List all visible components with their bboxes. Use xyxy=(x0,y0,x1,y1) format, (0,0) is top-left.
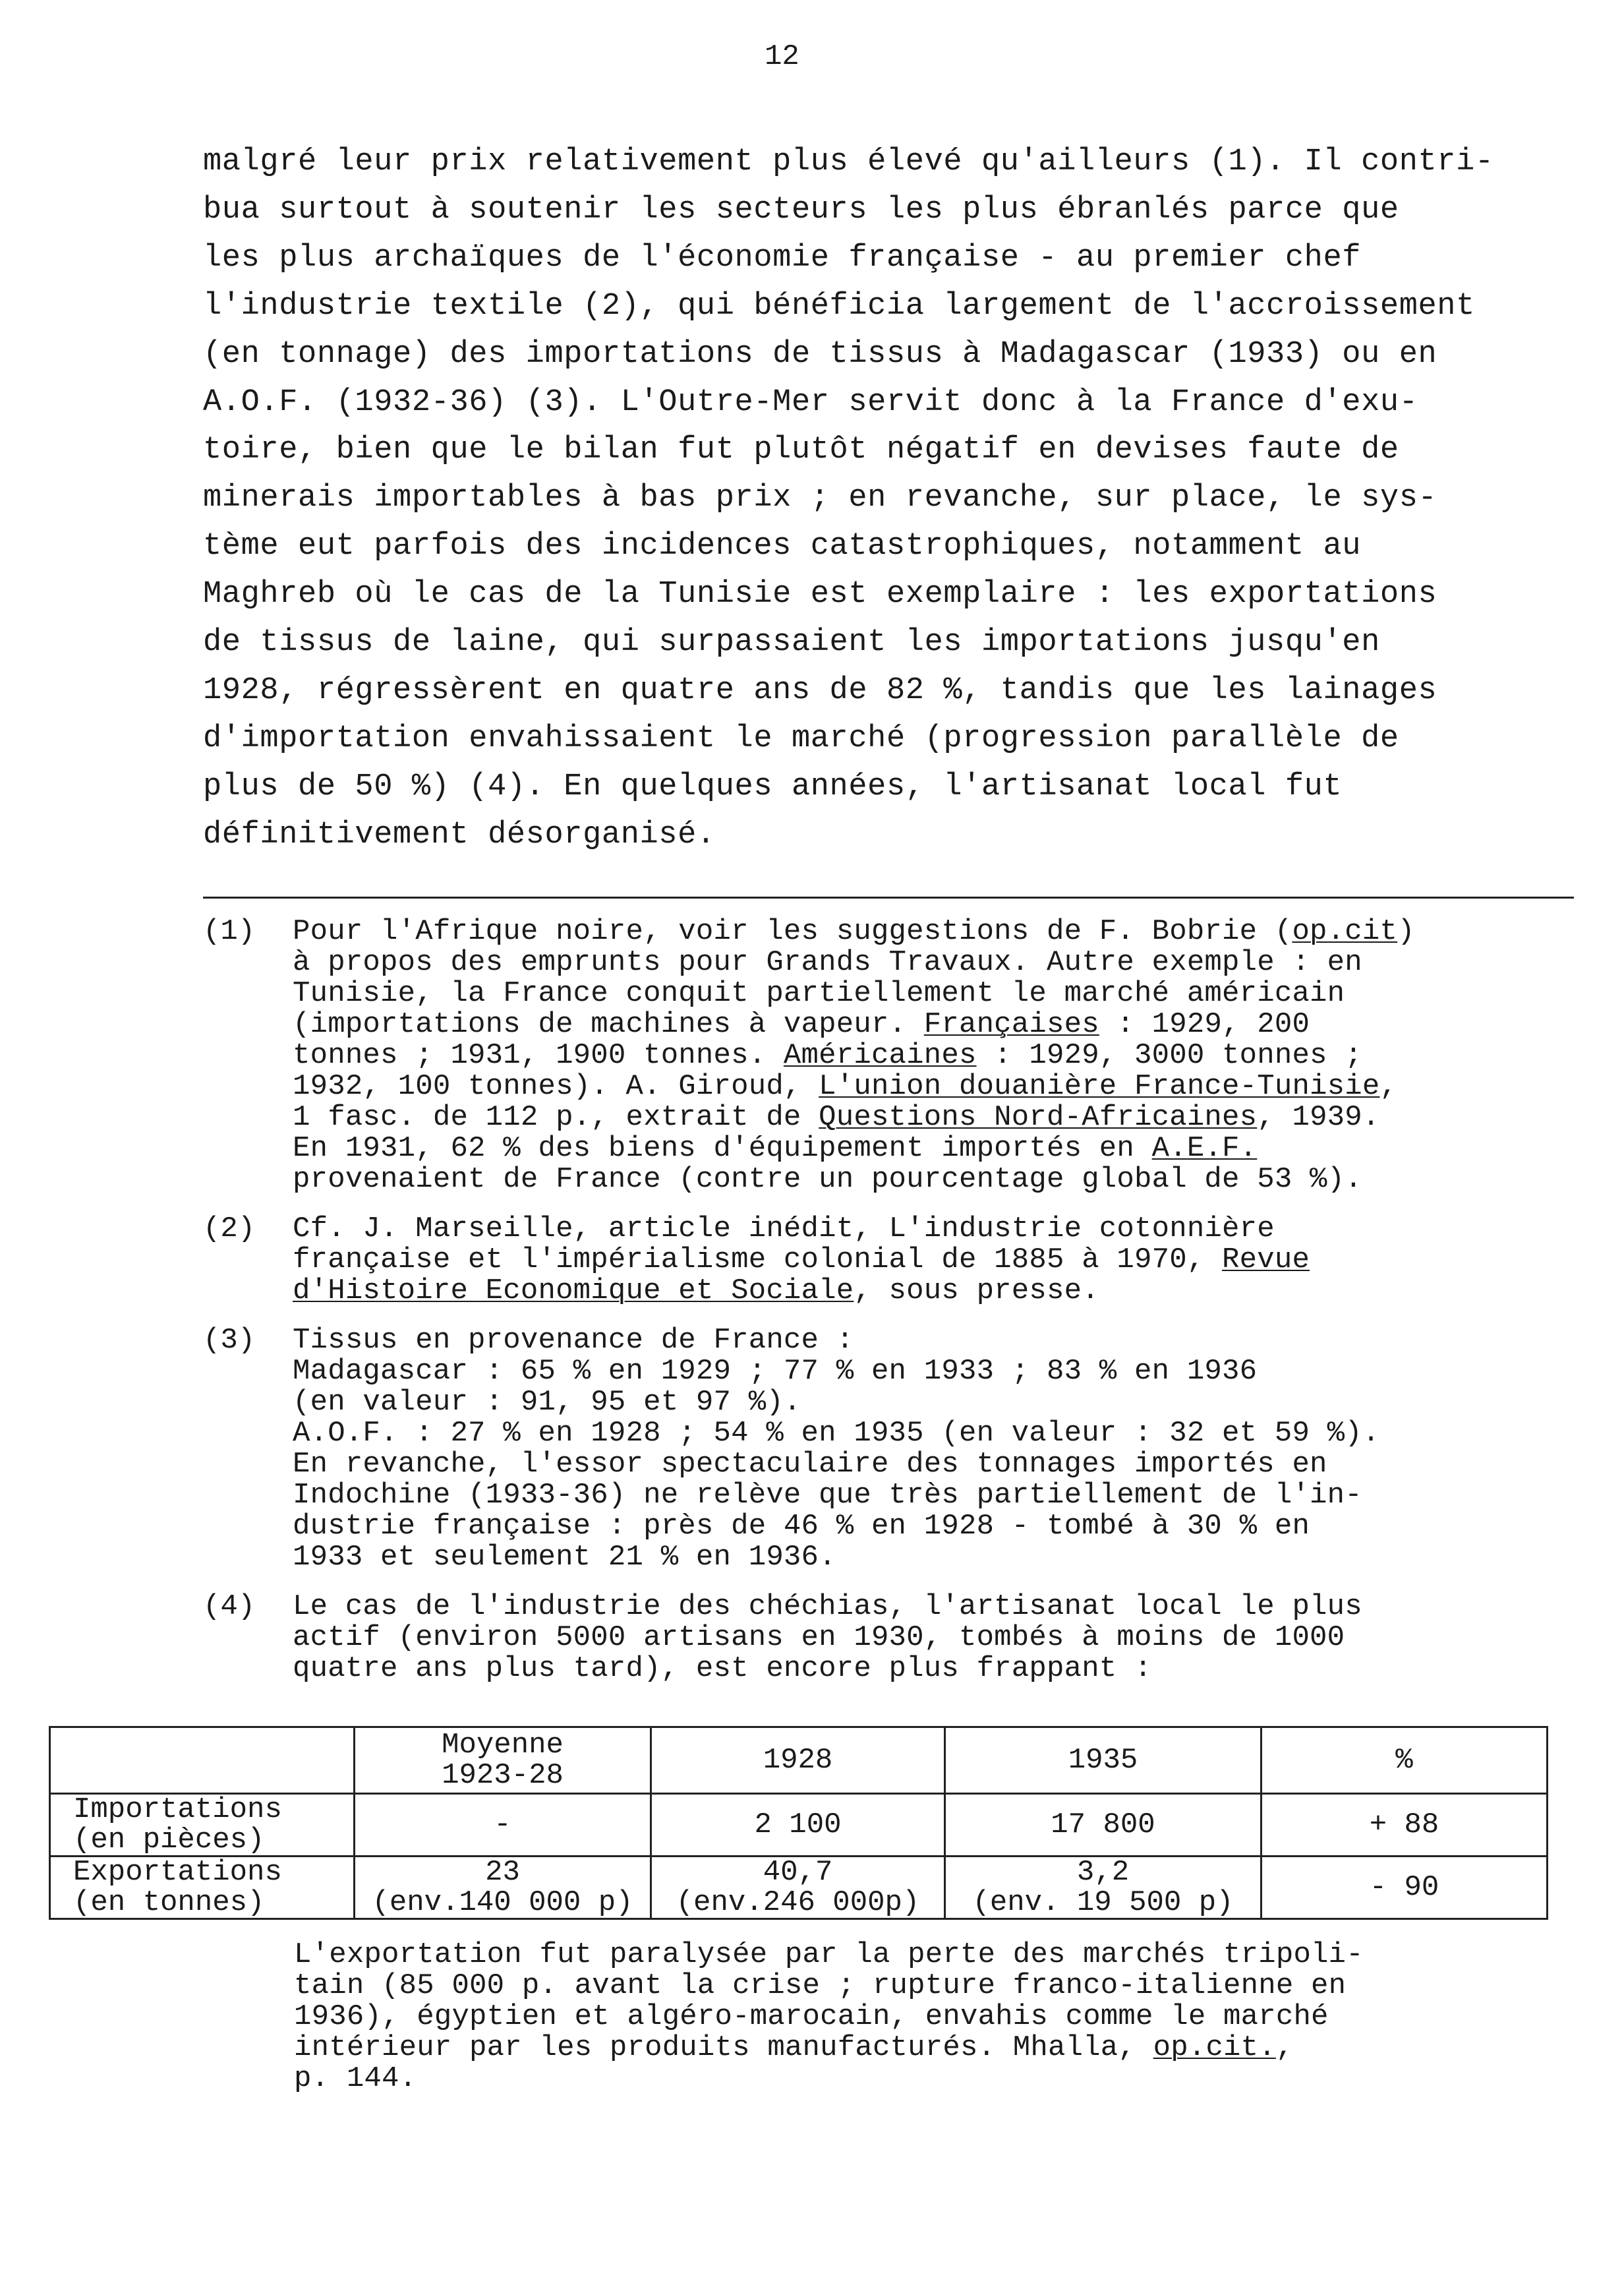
footnote-line: Madagascar : 65 % en 1929 ; 77 % en 1933 ; 83 % en 1936 xyxy=(293,1355,1258,1388)
footnote-line: Tissus en provenance de France : xyxy=(293,1324,854,1357)
note-line: p. 144. xyxy=(294,2062,417,2095)
table-cell: 23 (env.140 000 p) xyxy=(355,1857,651,1919)
note-line: intérieur par les produits manufacturés. Mhalla, op.cit., xyxy=(294,2031,1294,2064)
table-row-label: Exportations (en tonnes) xyxy=(50,1857,355,1919)
table-corner-cell xyxy=(50,1727,355,1794)
footnote-line: 1 fasc. de 112 p., extrait de Questions Nord-Africaines, 1939. xyxy=(293,1101,1380,1134)
footnote-2 xyxy=(203,1214,1587,1307)
footnote-line: dustrie française : près de 46 % en 1928 - tombé à 30 % en xyxy=(293,1510,1310,1543)
footnote-marker: (3) xyxy=(203,1324,256,1357)
table-row-label: Importations (en pièces) xyxy=(50,1794,355,1857)
table-cell: 17 800 xyxy=(945,1794,1262,1857)
body-line: plus de 50 %) (4). En quelques années, l'artisanat local fut xyxy=(203,769,1343,804)
footnote-line: d'Histoire Economique et Sociale, sous presse. xyxy=(293,1274,1099,1307)
footnote-line: A.O.F. : 27 % en 1928 ; 54 % en 1935 (en valeur : 32 et 59 %). xyxy=(293,1417,1380,1450)
body-line: bua surtout à soutenir les secteurs les plus ébranlés parce que xyxy=(203,192,1399,227)
footnote-marker: (1) xyxy=(203,915,256,948)
body-line: minerais importables à bas prix ; en revanche, sur place, le sys- xyxy=(203,481,1437,516)
body-line: l'industrie textile (2), qui bénéficia largement de l'accroissement xyxy=(203,288,1475,324)
footnote-line: (importations de machines à vapeur. Françaises : 1929, 200 xyxy=(293,1008,1310,1041)
table-cell: - xyxy=(355,1794,651,1857)
body-line: toire, bien que le bilan fut plutôt négatif en devises faute de xyxy=(203,432,1399,468)
body-line: 1928, régressèrent en quatre ans de 82 %, tandis que les lainages xyxy=(203,672,1437,708)
footnote-line: Cf. J. Marseille, article inédit, L'industrie cotonnière xyxy=(293,1212,1275,1245)
chechias-table xyxy=(49,1726,1548,1920)
footnote-line: française et l'impérialisme colonial de 1885 à 1970, Revue xyxy=(293,1243,1310,1276)
footnote-line: tonnes ; 1931, 1900 tonnes. Américaines : 1929, 3000 tonnes ; xyxy=(293,1039,1362,1072)
footnote-line: provenaient de France (contre un pourcentage global de 53 %). xyxy=(293,1163,1362,1196)
table-cell: + 88 xyxy=(1262,1794,1548,1857)
table-cell: 40,7 (env.246 000p) xyxy=(651,1857,945,1919)
table-header-cell: Moyenne 1923-28 xyxy=(355,1727,651,1794)
footnote-line: Tunisie, la France conquit partiellement le marché américain xyxy=(293,977,1345,1010)
table-cell: 3,2 (env. 19 500 p) xyxy=(945,1857,1262,1919)
footnote-line: En 1931, 62 % des biens d'équipement importés en A.E.F. xyxy=(293,1132,1258,1165)
citation: op.cit. xyxy=(1153,2031,1276,2064)
citation: op.cit xyxy=(1292,915,1398,948)
table-header-cell: 1928 xyxy=(651,1727,945,1794)
footnote-line: Le cas de l'industrie des chéchias, l'artisanat local le plus xyxy=(293,1590,1362,1623)
table-row xyxy=(50,1794,1548,1857)
note-line: L'exportation fut paralysée par la perte des marchés tripoli- xyxy=(294,1938,1364,1971)
page-number: 12 xyxy=(765,40,799,73)
table-header-cell: % xyxy=(1262,1727,1548,1794)
table-header-row xyxy=(50,1727,1548,1794)
footnote-line: actif (environ 5000 artisans en 1930, tombés à moins de 1000 xyxy=(293,1621,1345,1654)
footnote-marker: (4) xyxy=(203,1590,256,1623)
footnote-line: Indochine (1933-36) ne relève que très partiellement de l'in- xyxy=(293,1479,1362,1512)
footnote-3 xyxy=(203,1325,1587,1573)
footnote-line: (en valeur : 91, 95 et 97 %). xyxy=(293,1386,801,1419)
citation: Questions Nord-Africaines xyxy=(819,1101,1258,1134)
body-line: les plus archaïques de l'économie française - au premier chef xyxy=(203,240,1362,276)
footnote-line: Pour l'Afrique noire, voir les suggestions de F. Bobrie (op.cit) xyxy=(293,915,1415,948)
table-cell: - 90 xyxy=(1262,1857,1548,1919)
body-line: tème eut parfois des incidences catastrophiques, notamment au xyxy=(203,529,1362,564)
footnote-4 xyxy=(203,1591,1587,1684)
footnote-separator xyxy=(203,897,1574,899)
footnotes xyxy=(203,916,1587,1691)
citation: d'Histoire Economique et Sociale xyxy=(293,1274,854,1307)
body-line: malgré leur prix relativement plus élevé qu'ailleurs (1). Il contri- xyxy=(203,144,1494,179)
body-line: A.O.F. (1932-36) (3). L'Outre-Mer servit donc à la France d'exu- xyxy=(203,384,1418,420)
table-cell: 2 100 xyxy=(651,1794,945,1857)
citation: L'union douanière France-Tunisie xyxy=(819,1070,1380,1103)
closing-note xyxy=(294,1940,1546,2095)
footnote-1 xyxy=(203,916,1587,1195)
citation: Revue xyxy=(1222,1243,1310,1276)
table-header-cell: 1935 xyxy=(945,1727,1262,1794)
footnote-line: En revanche, l'essor spectaculaire des tonnages importés en xyxy=(293,1448,1327,1481)
footnote-line: 1932, 100 tonnes). A. Giroud, L'union douanière France-Tunisie, xyxy=(293,1070,1398,1103)
body-line: définitivement désorganisé. xyxy=(203,817,716,852)
footnote-line: à propos des emprunts pour Grands Travaux. Autre exemple : en xyxy=(293,946,1362,979)
note-line: 1936), égyptien et algéro-marocain, envahis comme le marché xyxy=(294,2000,1329,2033)
note-line: tain (85 000 p. avant la crise ; rupture franco-italienne en xyxy=(294,1969,1347,2002)
footnote-marker: (2) xyxy=(203,1212,256,1245)
footnote-line: 1933 et seulement 21 % en 1936. xyxy=(293,1541,836,1574)
footnote-line: quatre ans plus tard), est encore plus frappant : xyxy=(293,1652,1152,1685)
body-line: d'importation envahissaient le marché (progression parallèle de xyxy=(203,721,1399,756)
main-paragraph xyxy=(203,138,1574,860)
body-line: Maghreb où le cas de la Tunisie est exemplaire : les exportations xyxy=(203,577,1437,612)
table-row xyxy=(50,1857,1548,1919)
body-line: de tissus de laine, qui surpassaient les importations jusqu'en xyxy=(203,625,1380,661)
body-line: (en tonnage) des importations de tissus à Madagascar (1933) ou en xyxy=(203,336,1437,372)
